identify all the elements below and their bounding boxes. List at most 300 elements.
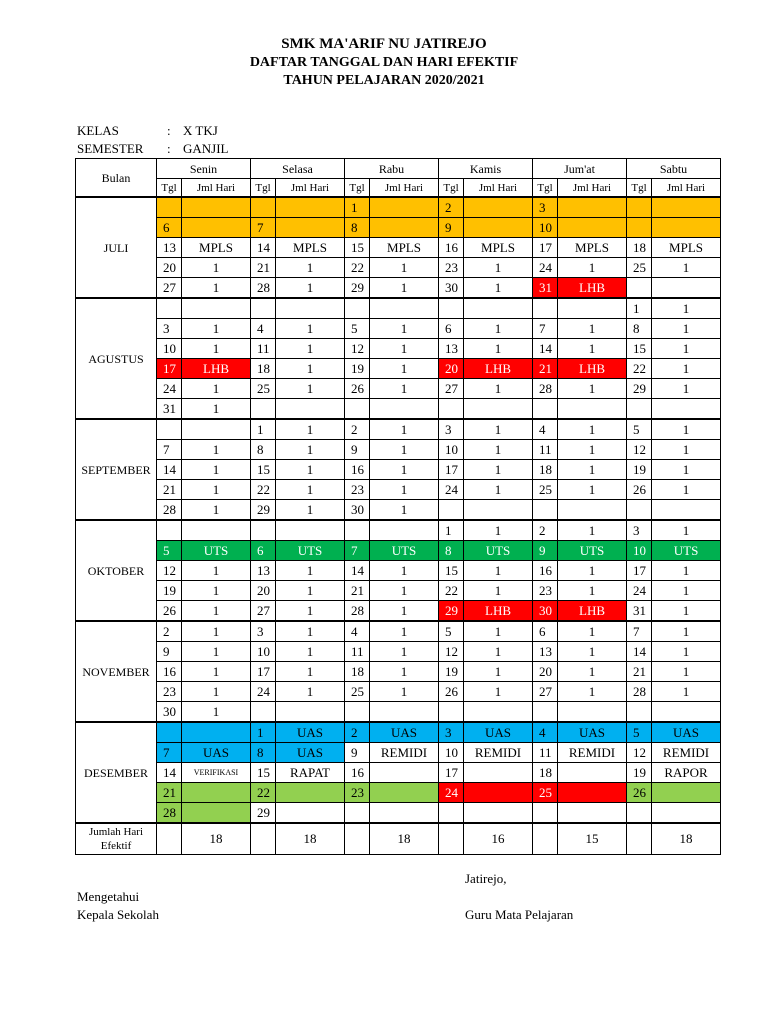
subheader-row <box>76 179 721 198</box>
date-cell: 28 <box>157 803 182 824</box>
date-cell: 14 <box>627 642 652 662</box>
day-count-cell <box>652 399 721 420</box>
day-count-cell: REMIDI <box>370 743 439 763</box>
date-cell: 17 <box>251 662 276 682</box>
day-count-cell: 1 <box>182 601 251 622</box>
teacher-label: Guru Mata Pelajaran <box>465 907 574 922</box>
table-row <box>76 803 721 824</box>
day-count-cell: 1 <box>652 642 721 662</box>
date-cell: 24 <box>439 783 464 803</box>
day-count-cell: 1 <box>464 480 533 500</box>
date-cell: 7 <box>251 218 276 238</box>
day-header: Jum'at <box>533 159 627 179</box>
date-cell: 28 <box>345 601 370 622</box>
date-cell: 13 <box>439 339 464 359</box>
day-count-cell: LHB <box>558 359 627 379</box>
day-count-cell: 1 <box>464 662 533 682</box>
day-count-cell: UTS <box>464 541 533 561</box>
date-cell <box>533 298 558 319</box>
day-count-cell <box>182 722 251 743</box>
calendar-body <box>76 197 721 823</box>
date-cell: 4 <box>251 319 276 339</box>
date-cell <box>627 278 652 299</box>
day-count-cell: 1 <box>182 339 251 359</box>
day-count-cell: 1 <box>276 319 345 339</box>
day-count-cell: RAPAT <box>276 763 345 783</box>
date-cell <box>627 399 652 420</box>
date-cell <box>157 520 182 541</box>
day-count-cell: 1 <box>182 319 251 339</box>
day-count-cell <box>558 218 627 238</box>
day-count-cell: UAS <box>464 722 533 743</box>
table-row <box>76 642 721 662</box>
date-cell: 10 <box>533 218 558 238</box>
date-cell: 30 <box>439 278 464 299</box>
table-row <box>76 763 721 783</box>
day-count-cell: 1 <box>652 379 721 399</box>
day-count-cell: 1 <box>182 561 251 581</box>
day-count-cell <box>558 399 627 420</box>
date-cell: 27 <box>439 379 464 399</box>
date-cell: 5 <box>439 621 464 642</box>
day-count-cell: 1 <box>182 581 251 601</box>
day-count-cell: 1 <box>276 419 345 440</box>
date-cell: 17 <box>627 561 652 581</box>
date-cell: 9 <box>157 642 182 662</box>
date-cell: 3 <box>439 419 464 440</box>
day-count-cell <box>276 783 345 803</box>
day-count-cell <box>558 298 627 319</box>
date-cell: 21 <box>157 783 182 803</box>
document-subtitle: DAFTAR TANGGAL DAN HARI EFEKTIF <box>249 55 519 70</box>
total-value: 15 <box>558 823 627 855</box>
day-count-cell: 1 <box>370 642 439 662</box>
table-row <box>76 238 721 258</box>
day-count-cell <box>182 197 251 218</box>
day-count-cell: 1 <box>464 379 533 399</box>
date-cell <box>439 803 464 824</box>
date-cell: 25 <box>533 480 558 500</box>
date-cell: 8 <box>439 541 464 561</box>
date-cell <box>439 298 464 319</box>
day-count-cell: 1 <box>464 419 533 440</box>
month-name: NOVEMBER <box>76 621 157 722</box>
day-count-cell: 1 <box>370 440 439 460</box>
date-cell: 7 <box>533 319 558 339</box>
semester-info <box>77 141 229 157</box>
table-row <box>76 480 721 500</box>
date-cell: 19 <box>439 662 464 682</box>
day-count-cell: 1 <box>370 581 439 601</box>
date-cell: 13 <box>251 561 276 581</box>
day-count-cell: MPLS <box>464 238 533 258</box>
date-cell: 12 <box>345 339 370 359</box>
day-count-cell: RAPOR <box>652 763 721 783</box>
day-count-cell: UAS <box>276 743 345 763</box>
date-cell: 10 <box>439 440 464 460</box>
day-count-cell: 1 <box>276 379 345 399</box>
date-cell: 1 <box>439 520 464 541</box>
jml-header: Jml Hari <box>276 179 345 198</box>
day-count-cell <box>558 763 627 783</box>
day-count-cell: 1 <box>464 440 533 460</box>
school-name: SMK MA'ARIF NU JATIREJO <box>281 36 487 52</box>
date-cell: 19 <box>627 763 652 783</box>
day-count-cell <box>370 218 439 238</box>
date-cell: 29 <box>251 803 276 824</box>
date-cell: 17 <box>439 763 464 783</box>
day-count-cell: UTS <box>276 541 345 561</box>
day-count-cell <box>464 783 533 803</box>
day-count-cell <box>652 702 721 723</box>
date-cell: 3 <box>627 520 652 541</box>
day-header: Kamis <box>439 159 533 179</box>
day-count-cell: 1 <box>182 460 251 480</box>
day-count-cell: 1 <box>182 621 251 642</box>
date-cell: 12 <box>157 561 182 581</box>
class-value: X TKJ <box>183 123 218 138</box>
date-cell <box>439 399 464 420</box>
tgl-header: Tgl <box>627 179 652 198</box>
date-cell: 18 <box>533 460 558 480</box>
table-row <box>76 561 721 581</box>
table-row <box>76 702 721 723</box>
date-cell: 2 <box>439 197 464 218</box>
date-cell <box>533 702 558 723</box>
total-value: 18 <box>182 823 251 855</box>
total-spacer <box>627 823 652 855</box>
jml-header: Jml Hari <box>558 179 627 198</box>
day-count-cell: UTS <box>182 541 251 561</box>
class-info <box>77 123 218 139</box>
jml-header: Jml Hari <box>464 179 533 198</box>
day-count-cell: 1 <box>276 682 345 702</box>
semester-separator: : <box>167 141 171 156</box>
day-count-cell: 1 <box>276 662 345 682</box>
day-count-cell: 1 <box>370 419 439 440</box>
day-count-cell <box>464 399 533 420</box>
date-cell: 11 <box>251 339 276 359</box>
date-cell: 15 <box>439 561 464 581</box>
day-count-cell: 1 <box>652 258 721 278</box>
day-count-cell <box>182 783 251 803</box>
day-count-cell: 1 <box>370 561 439 581</box>
date-cell: 27 <box>251 601 276 622</box>
class-separator: : <box>167 123 171 138</box>
date-cell: 20 <box>439 359 464 379</box>
day-count-cell: 1 <box>182 480 251 500</box>
date-cell: 17 <box>439 460 464 480</box>
date-cell: 13 <box>533 642 558 662</box>
day-count-cell: 1 <box>182 399 251 420</box>
signature-place: Jatirejo, <box>465 871 507 886</box>
day-count-cell: 1 <box>276 601 345 622</box>
day-count-cell: 1 <box>652 419 721 440</box>
date-cell: 9 <box>533 541 558 561</box>
date-cell: 27 <box>533 682 558 702</box>
date-cell: 10 <box>157 339 182 359</box>
date-cell: 15 <box>251 763 276 783</box>
date-cell: 14 <box>157 763 182 783</box>
date-cell: 22 <box>439 581 464 601</box>
month-name: OKTOBER <box>76 520 157 621</box>
table-row <box>76 197 721 218</box>
day-count-cell <box>370 520 439 541</box>
table-row <box>76 682 721 702</box>
day-header: Selasa <box>251 159 345 179</box>
day-count-cell: 1 <box>558 581 627 601</box>
date-cell: 20 <box>533 662 558 682</box>
day-count-cell <box>464 702 533 723</box>
date-cell: 14 <box>345 561 370 581</box>
day-count-cell: 1 <box>558 642 627 662</box>
day-count-cell: 1 <box>182 379 251 399</box>
day-count-cell: UAS <box>558 722 627 743</box>
date-cell: 20 <box>251 581 276 601</box>
total-spacer <box>533 823 558 855</box>
day-count-cell: 1 <box>558 480 627 500</box>
date-cell: 30 <box>345 500 370 521</box>
date-cell: 15 <box>345 238 370 258</box>
date-cell <box>439 702 464 723</box>
day-count-cell: 1 <box>558 319 627 339</box>
date-cell: 26 <box>627 783 652 803</box>
date-cell: 11 <box>533 743 558 763</box>
table-row <box>76 379 721 399</box>
date-cell: 15 <box>251 460 276 480</box>
date-cell: 26 <box>439 682 464 702</box>
day-count-cell <box>276 218 345 238</box>
date-cell: 12 <box>627 743 652 763</box>
day-count-cell <box>558 197 627 218</box>
date-cell <box>627 500 652 521</box>
date-cell: 9 <box>439 218 464 238</box>
day-count-cell <box>464 298 533 319</box>
total-value: 18 <box>276 823 345 855</box>
date-cell: 15 <box>627 339 652 359</box>
date-cell: 14 <box>533 339 558 359</box>
day-header: Rabu <box>345 159 439 179</box>
date-cell: 22 <box>251 783 276 803</box>
day-count-cell: LHB <box>182 359 251 379</box>
day-count-cell <box>370 197 439 218</box>
table-row <box>76 500 721 521</box>
date-cell: 1 <box>345 197 370 218</box>
date-cell: 8 <box>251 440 276 460</box>
day-count-cell: 1 <box>652 480 721 500</box>
day-count-cell: 1 <box>276 460 345 480</box>
day-count-cell <box>558 500 627 521</box>
date-cell: 2 <box>157 621 182 642</box>
table-row <box>76 621 721 642</box>
date-cell: 7 <box>157 743 182 763</box>
day-count-cell: 1 <box>652 621 721 642</box>
day-count-cell: REMIDI <box>464 743 533 763</box>
day-count-cell: UTS <box>652 541 721 561</box>
date-cell: 31 <box>533 278 558 299</box>
day-count-cell <box>652 278 721 299</box>
day-count-cell: 1 <box>276 581 345 601</box>
day-count-cell <box>652 500 721 521</box>
date-cell: 19 <box>627 460 652 480</box>
day-count-cell <box>464 803 533 824</box>
table-row <box>76 460 721 480</box>
day-count-cell <box>370 783 439 803</box>
day-count-cell: VERIFIKASI <box>182 763 251 783</box>
table-row <box>76 399 721 420</box>
date-cell: 1 <box>251 419 276 440</box>
day-count-cell: 1 <box>182 440 251 460</box>
day-count-cell: 1 <box>558 662 627 682</box>
date-cell: 21 <box>251 258 276 278</box>
table-row <box>76 520 721 541</box>
day-count-cell: LHB <box>558 278 627 299</box>
day-count-cell: 1 <box>558 520 627 541</box>
day-count-cell: 1 <box>558 621 627 642</box>
day-count-cell: 1 <box>370 460 439 480</box>
table-row <box>76 419 721 440</box>
table-row <box>76 783 721 803</box>
date-cell: 6 <box>251 541 276 561</box>
total-spacer <box>157 823 182 855</box>
date-cell: 18 <box>345 662 370 682</box>
date-cell: 22 <box>251 480 276 500</box>
date-cell: 24 <box>439 480 464 500</box>
day-count-cell <box>464 218 533 238</box>
day-count-cell: 1 <box>182 662 251 682</box>
date-cell: 17 <box>533 238 558 258</box>
day-count-cell: 1 <box>370 682 439 702</box>
date-cell <box>627 803 652 824</box>
table-row <box>76 278 721 299</box>
date-cell <box>157 419 182 440</box>
date-cell: 16 <box>533 561 558 581</box>
day-count-cell: 1 <box>370 662 439 682</box>
day-count-cell: 1 <box>464 520 533 541</box>
date-cell: 1 <box>627 298 652 319</box>
day-count-cell: 1 <box>370 500 439 521</box>
day-count-cell: 1 <box>276 359 345 379</box>
total-spacer <box>345 823 370 855</box>
day-count-cell <box>276 520 345 541</box>
day-count-cell: 1 <box>464 258 533 278</box>
date-cell: 12 <box>439 642 464 662</box>
day-count-cell: UAS <box>276 722 345 743</box>
day-header: Senin <box>157 159 251 179</box>
day-count-cell: 1 <box>652 298 721 319</box>
day-count-cell: 1 <box>182 642 251 662</box>
day-count-cell <box>652 218 721 238</box>
day-count-cell <box>276 197 345 218</box>
date-cell <box>251 298 276 319</box>
date-cell: 18 <box>251 359 276 379</box>
date-cell <box>157 722 182 743</box>
day-count-cell: 1 <box>558 339 627 359</box>
date-cell: 29 <box>251 500 276 521</box>
date-cell <box>251 399 276 420</box>
table-row <box>76 319 721 339</box>
day-count-cell <box>652 783 721 803</box>
date-cell: 10 <box>627 541 652 561</box>
date-cell: 25 <box>251 379 276 399</box>
day-count-cell <box>370 298 439 319</box>
date-cell: 26 <box>157 601 182 622</box>
day-count-cell <box>182 298 251 319</box>
table-row <box>76 662 721 682</box>
day-count-cell: 1 <box>558 379 627 399</box>
date-cell: 8 <box>627 319 652 339</box>
date-cell: 20 <box>157 258 182 278</box>
day-count-cell: 1 <box>276 480 345 500</box>
day-header-row <box>76 159 721 179</box>
day-count-cell: MPLS <box>370 238 439 258</box>
table-row <box>76 298 721 319</box>
date-cell: 2 <box>533 520 558 541</box>
date-cell: 10 <box>439 743 464 763</box>
total-value: 18 <box>652 823 721 855</box>
day-count-cell <box>558 783 627 803</box>
date-cell <box>345 399 370 420</box>
date-cell: 4 <box>533 419 558 440</box>
date-cell: 22 <box>627 359 652 379</box>
day-count-cell <box>182 520 251 541</box>
month-name: SEPTEMBER <box>76 419 157 520</box>
date-cell: 26 <box>345 379 370 399</box>
date-cell: 18 <box>627 238 652 258</box>
date-cell <box>627 218 652 238</box>
date-cell: 5 <box>157 541 182 561</box>
day-count-cell <box>370 399 439 420</box>
date-cell: 6 <box>533 621 558 642</box>
month-name: DESEMBER <box>76 722 157 823</box>
day-count-cell: 1 <box>558 561 627 581</box>
total-row <box>76 823 721 855</box>
day-count-cell: 1 <box>652 601 721 622</box>
date-cell <box>533 500 558 521</box>
date-cell: 7 <box>157 440 182 460</box>
day-count-cell <box>276 803 345 824</box>
table-row <box>76 541 721 561</box>
date-cell: 2 <box>345 419 370 440</box>
date-cell: 14 <box>251 238 276 258</box>
date-cell <box>251 702 276 723</box>
date-cell <box>345 803 370 824</box>
day-count-cell: LHB <box>558 601 627 622</box>
table-row <box>76 743 721 763</box>
date-cell: 29 <box>627 379 652 399</box>
day-count-cell: 1 <box>370 601 439 622</box>
month-name: AGUSTUS <box>76 298 157 419</box>
date-cell: 31 <box>157 399 182 420</box>
day-count-cell: 1 <box>276 440 345 460</box>
day-count-cell: 1 <box>558 419 627 440</box>
academic-year: TAHUN PELAJARAN 2020/2021 <box>283 73 485 88</box>
table-row <box>76 218 721 238</box>
total-label: Jumlah Hari Efektif <box>76 823 157 855</box>
date-cell: 3 <box>251 621 276 642</box>
date-cell <box>251 197 276 218</box>
date-cell: 8 <box>345 218 370 238</box>
day-count-cell: LHB <box>464 601 533 622</box>
date-cell <box>627 197 652 218</box>
date-cell: 26 <box>627 480 652 500</box>
table-row <box>76 440 721 460</box>
date-cell: 30 <box>157 702 182 723</box>
tgl-header: Tgl <box>439 179 464 198</box>
date-cell: 28 <box>251 278 276 299</box>
date-cell: 4 <box>533 722 558 743</box>
table-row <box>76 601 721 622</box>
